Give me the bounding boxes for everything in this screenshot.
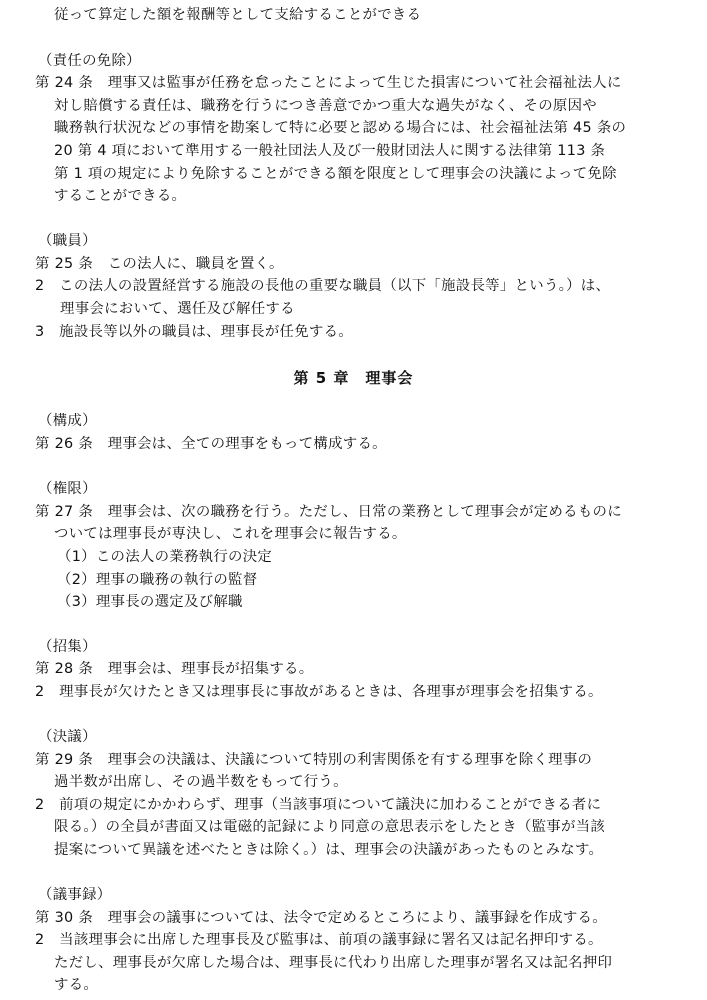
text-line: する。 <box>54 977 99 993</box>
article-line: 第 30 条 理事会の議事については、法令で定めるところにより、議事録を作成する。 <box>35 910 607 926</box>
article-line: 第 28 条 理事会は、理事長が招集する。 <box>35 661 314 677</box>
text-line: 第 1 項の規定により免除することができる額を限度として理事会の決議によって免除 <box>54 166 617 182</box>
text-line: ついては理事長が専決し、これを理事会に報告する。 <box>54 526 407 542</box>
section-heading: （議事録） <box>38 887 112 903</box>
section-heading: （決議） <box>38 729 97 745</box>
text-line: 職務執行状況などの事情を勘案して特に必要と認める場合には、社会福祉法第 45 条の <box>54 120 627 136</box>
list-item: （2）理事の職務の執行の監督 <box>57 572 258 588</box>
text-line: ただし、理事長が欠席した場合は、理事長に代わり出席した理事が署名又は記名押印 <box>54 955 613 971</box>
text-line: 限る。）の全員が書面又は電磁的記録により同意の意思表示をしたとき（監事が当該 <box>54 819 606 835</box>
article-line: 第 27 条 理事会は、次の職務を行う。ただし、日常の業務として理事会が定めるものに <box>35 504 622 520</box>
article-line: 第 26 条 理事会は、全ての理事をもって構成する。 <box>35 436 387 452</box>
text-line: 提案について異議を述べたときは除く。）は、理事会の決議があったものとみなす。 <box>54 842 604 858</box>
text-line: 理事会において、選任及び解任する <box>60 301 295 317</box>
section-heading: （責任の免除） <box>38 53 141 69</box>
paragraph-line: 2 この法人の設置経営する施設の長他の重要な職員（以下「施設長等」という。）は、 <box>35 278 611 294</box>
text-line: することができる。 <box>54 188 187 204</box>
section-heading: （構成） <box>38 413 97 429</box>
text-line: 対し賠償する責任は、職務を行うにつき善意でかつ重大な過失がなく、その原因や <box>54 98 597 114</box>
article-line: 第 24 条 理事又は監事が任務を怠ったことによって生じた損害について社会福祉法人に <box>35 75 622 91</box>
text-line: 従って算定した額を報酬等として支給することができる <box>54 7 422 23</box>
text-line: 過半数が出席し、その過半数をもって行う。 <box>54 774 348 790</box>
chapter-title: 第 5 章 理事会 <box>293 369 414 387</box>
paragraph-line: 2 当該理事会に出席した理事長及び監事は、前項の議事録に署名又は記名押印する。 <box>35 932 603 948</box>
paragraph-line: 3 施設長等以外の職員は、理事長が任免する。 <box>35 324 353 340</box>
list-item: （3）理事長の選定及び解職 <box>57 594 243 610</box>
section-heading: （権限） <box>38 481 97 497</box>
section-heading: （職員） <box>38 233 97 249</box>
paragraph-line: 2 理事長が欠けたとき又は理事長に事故があるときは、各理事が理事会を招集する。 <box>35 684 603 700</box>
article-line: 第 25 条 この法人に、職員を置く。 <box>35 256 284 272</box>
section-heading: （招集） <box>38 639 97 655</box>
text-line: 20 第 4 項において準用する一般社団法人及び一般財団法人に関する法律第 113 条 <box>54 143 606 159</box>
article-line: 第 29 条 理事会の決議は、決議について特別の利害関係を有する理事を除く理事の <box>35 752 593 768</box>
list-item: （1）この法人の業務執行の決定 <box>57 549 273 565</box>
paragraph-line: 2 前項の規定にかかわらず、理事（当該事項について議決に加わることができる者に <box>35 797 602 813</box>
